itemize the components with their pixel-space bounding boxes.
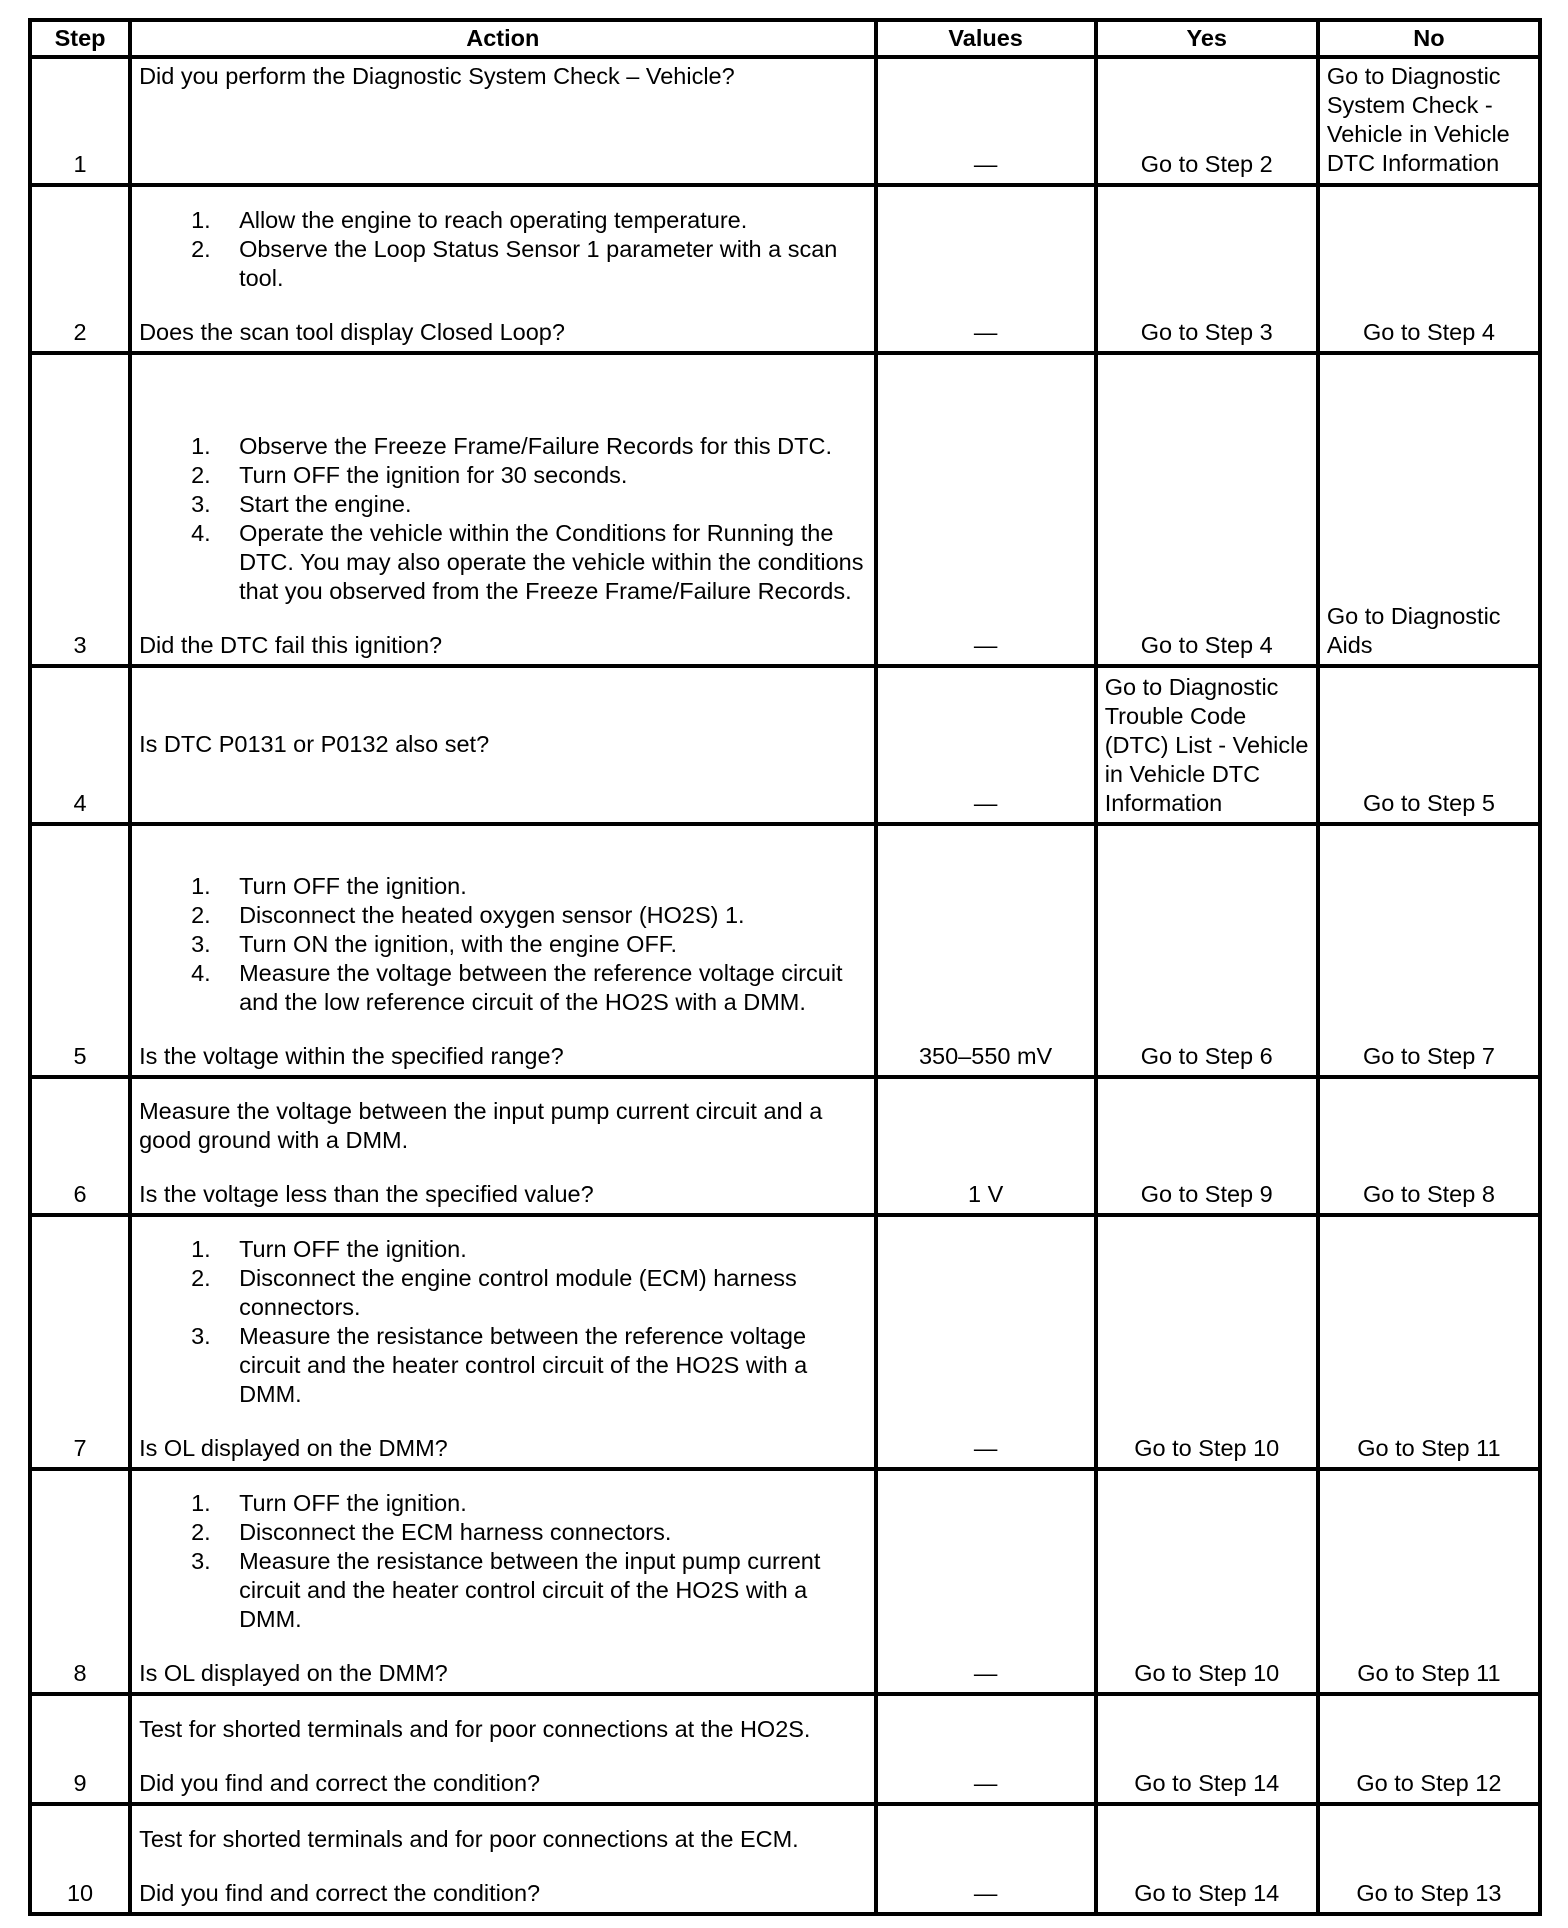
action-question: Does the scan tool display Closed Loop? bbox=[139, 319, 565, 345]
value-cell: 350–550 mV bbox=[876, 824, 1096, 1077]
procedure-step: Measure the resistance between the reference voltage circuit and the heater control circuit of the HO2S with a DMM. bbox=[239, 1323, 808, 1407]
step-number: 1 bbox=[30, 57, 130, 185]
action-cell bbox=[130, 353, 875, 666]
yes-cell: Go to Step 6 bbox=[1096, 824, 1318, 1077]
procedure-step: Turn OFF the ignition. bbox=[239, 873, 467, 899]
procedure-step: Start the engine. bbox=[239, 491, 412, 517]
header-action: Action bbox=[130, 20, 875, 57]
no-cell: Go to Step 12 bbox=[1318, 1694, 1540, 1804]
procedure-list bbox=[139, 1489, 866, 1634]
step-number: 2 bbox=[30, 185, 130, 353]
yes-cell: Go to Step 10 bbox=[1096, 1469, 1318, 1694]
procedure-step: Disconnect the engine control module (ECM) harness connectors. bbox=[239, 1265, 797, 1320]
step-number: 3 bbox=[30, 353, 130, 666]
procedure-step: Disconnect the ECM harness connectors. bbox=[239, 1519, 672, 1545]
procedure-step: Observe the Freeze Frame/Failure Records for this DTC. bbox=[239, 433, 832, 459]
procedure-step: Turn OFF the ignition. bbox=[239, 1236, 467, 1262]
action-cell bbox=[130, 57, 875, 185]
value-cell: — bbox=[876, 1804, 1096, 1914]
step-number: 10 bbox=[30, 1804, 130, 1914]
action-text: Test for shorted terminals and for poor connections at the ECM. bbox=[139, 1826, 799, 1852]
no-cell: Go to Diagnostic System Check - Vehicle in Vehicle DTC Information bbox=[1318, 57, 1540, 185]
no-cell: Go to Step 5 bbox=[1318, 666, 1540, 824]
header-row bbox=[30, 20, 1540, 57]
step-number: 4 bbox=[30, 666, 130, 824]
procedure-list bbox=[139, 206, 866, 293]
action-text: Measure the voltage between the input pump current circuit and a good ground with a DMM. bbox=[139, 1098, 823, 1153]
value-cell: — bbox=[876, 1469, 1096, 1694]
procedure-step: Allow the engine to reach operating temperature. bbox=[239, 207, 748, 233]
action-cell bbox=[130, 1694, 875, 1804]
table-row bbox=[30, 353, 1540, 666]
action-question: Is OL displayed on the DMM? bbox=[139, 1660, 448, 1686]
no-cell: Go to Step 7 bbox=[1318, 824, 1540, 1077]
action-text: Test for shorted terminals and for poor connections at the HO2S. bbox=[139, 1716, 811, 1742]
table-row bbox=[30, 1694, 1540, 1804]
action-question: Is OL displayed on the DMM? bbox=[139, 1435, 448, 1461]
table-row bbox=[30, 1804, 1540, 1914]
header-yes: Yes bbox=[1096, 20, 1318, 57]
procedure-list bbox=[139, 872, 866, 1017]
value-cell: — bbox=[876, 185, 1096, 353]
no-cell: Go to Diagnostic Aids bbox=[1318, 353, 1540, 666]
header-values: Values bbox=[876, 20, 1096, 57]
table-row bbox=[30, 1077, 1540, 1215]
procedure-step: Disconnect the heated oxygen sensor (HO2S) 1. bbox=[239, 902, 745, 928]
action-cell bbox=[130, 1469, 875, 1694]
table-row bbox=[30, 57, 1540, 185]
yes-cell: Go to Step 3 bbox=[1096, 185, 1318, 353]
table-row bbox=[30, 824, 1540, 1077]
value-cell: 1 V bbox=[876, 1077, 1096, 1215]
yes-cell: Go to Step 2 bbox=[1096, 57, 1318, 185]
yes-cell: Go to Step 9 bbox=[1096, 1077, 1318, 1215]
table-row bbox=[30, 1215, 1540, 1469]
procedure-step: Measure the voltage between the reference voltage circuit and the low reference circuit of the HO2S with a DMM. bbox=[239, 960, 843, 1015]
procedure-list bbox=[139, 1235, 866, 1409]
value-cell: — bbox=[876, 353, 1096, 666]
action-question: Is the voltage less than the specified value? bbox=[139, 1181, 594, 1207]
no-cell: Go to Step 13 bbox=[1318, 1804, 1540, 1914]
action-question: Did the DTC fail this ignition? bbox=[139, 632, 443, 658]
no-cell: Go to Step 4 bbox=[1318, 185, 1540, 353]
action-question: Is DTC P0131 or P0132 also set? bbox=[139, 731, 490, 757]
value-cell: — bbox=[876, 666, 1096, 824]
action-text: Did you perform the Diagnostic System Check – Vehicle? bbox=[139, 63, 735, 89]
no-cell: Go to Step 8 bbox=[1318, 1077, 1540, 1215]
diagnostic-table bbox=[28, 18, 1542, 1916]
value-cell: — bbox=[876, 1694, 1096, 1804]
table-row bbox=[30, 666, 1540, 824]
yes-cell: Go to Step 10 bbox=[1096, 1215, 1318, 1469]
procedure-step: Turn ON the ignition, with the engine OFF. bbox=[239, 931, 678, 957]
action-question: Is the voltage within the specified range? bbox=[139, 1043, 564, 1069]
yes-cell: Go to Step 14 bbox=[1096, 1694, 1318, 1804]
procedure-step: Turn OFF the ignition for 30 seconds. bbox=[239, 462, 628, 488]
yes-cell: Go to Step 14 bbox=[1096, 1804, 1318, 1914]
no-cell: Go to Step 11 bbox=[1318, 1215, 1540, 1469]
procedure-step: Measure the resistance between the input pump current circuit and the heater control circuit of the HO2S with a DMM. bbox=[239, 1548, 821, 1632]
yes-cell: Go to Diagnostic Trouble Code (DTC) List - Vehicle in Vehicle DTC Information bbox=[1096, 666, 1318, 824]
action-cell bbox=[130, 666, 875, 824]
value-cell: — bbox=[876, 57, 1096, 185]
yes-cell: Go to Step 4 bbox=[1096, 353, 1318, 666]
action-cell bbox=[130, 824, 875, 1077]
action-question: Did you find and correct the condition? bbox=[139, 1770, 541, 1796]
table-row bbox=[30, 1469, 1540, 1694]
step-number: 5 bbox=[30, 824, 130, 1077]
header-step: Step bbox=[30, 20, 130, 57]
procedure-list bbox=[139, 432, 866, 606]
procedure-step: Observe the Loop Status Sensor 1 parameter with a scan tool. bbox=[239, 236, 838, 291]
no-cell: Go to Step 11 bbox=[1318, 1469, 1540, 1694]
header-no: No bbox=[1318, 20, 1540, 57]
action-cell bbox=[130, 1077, 875, 1215]
procedure-step: Operate the vehicle within the Conditions for Running the DTC. You may also operate the vehicle within the conditions that you observed from the Freeze Frame/Failure Records. bbox=[239, 520, 864, 604]
action-cell bbox=[130, 1215, 875, 1469]
step-number: 9 bbox=[30, 1694, 130, 1804]
procedure-step: Turn OFF the ignition. bbox=[239, 1490, 467, 1516]
table-row bbox=[30, 185, 1540, 353]
step-number: 8 bbox=[30, 1469, 130, 1694]
step-number: 6 bbox=[30, 1077, 130, 1215]
step-number: 7 bbox=[30, 1215, 130, 1469]
action-cell bbox=[130, 1804, 875, 1914]
value-cell: — bbox=[876, 1215, 1096, 1469]
action-question: Did you find and correct the condition? bbox=[139, 1880, 541, 1906]
action-cell bbox=[130, 185, 875, 353]
